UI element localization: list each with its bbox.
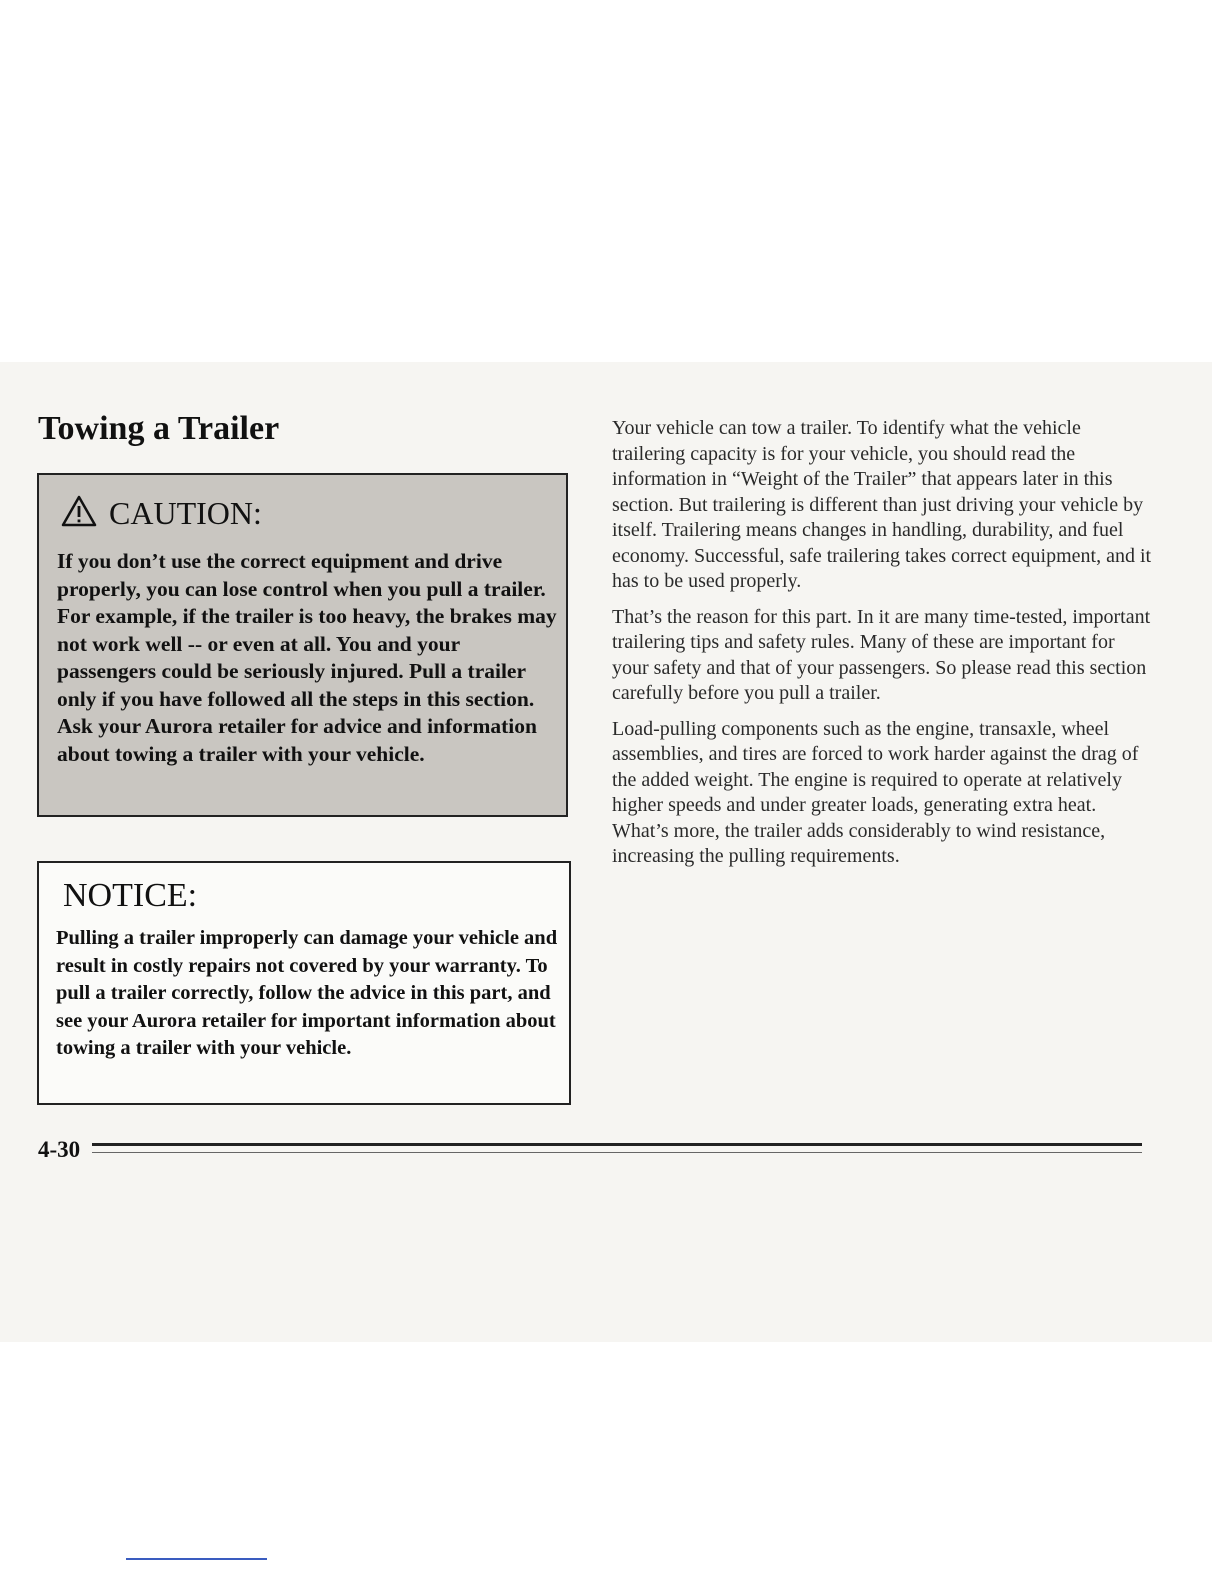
body-column — [612, 416, 1152, 880]
caution-label: CAUTION: — [109, 495, 262, 531]
caution-box — [37, 473, 568, 817]
page-number: 4-30 — [38, 1137, 81, 1162]
footer-rule-thin — [92, 1152, 1142, 1153]
body-paragraph: That’s the reason for this part. In it are many time-tested, important trailering tips and safety rules. Many of these are important for your safety and that of your passengers. So please read this section carefully before you pull a trailer. — [612, 605, 1151, 704]
notice-heading: NOTICE: — [63, 877, 198, 914]
footer-rule — [92, 1143, 1142, 1146]
caution-heading — [61, 495, 262, 532]
warning-triangle-icon — [61, 495, 97, 532]
bottom-mark — [126, 1558, 267, 1560]
section-title: Towing a Trailer — [38, 410, 280, 447]
body-paragraph: Your vehicle can tow a trailer. To identify what the vehicle trailering capacity is for your vehicle, you should read the information in “Weight of the Trailer” that appears later in this section. But trailering is different than just driving your vehicle by itself. Trailering means changes in handling, durability, and fuel economy. Successful, safe trailering takes correct equipment, and it has to be used properly. — [612, 417, 1152, 592]
notice-box — [37, 861, 571, 1105]
notice-text: Pulling a trailer improperly can damage your vehicle and result in costly repairs not covered by your warranty. To pull a trailer correctly, follow the advice in this part, and see your Aurora retailer for important information about towing a trailer with your vehicle. — [56, 927, 558, 1059]
body-paragraph: Load-pulling components such as the engine, transaxle, wheel assemblies, and tires are forced to work harder against the drag of the added weight. The engine is required to operate at relatively higher speeds and under greater loads, generating extra heat. What’s more, the trailer adds considerably to wind resistance, increasing the pulling requirements. — [612, 717, 1139, 867]
caution-text: If you don’t use the correct equipment and drive properly, you can lose control when you pull a trailer. For example, if the trailer is too heavy, the brakes may not work well -- or even at all. You and your passengers could be seriously injured. Pull a trailer only if you have followed all the steps in this section. Ask your Aurora retailer for advice and information about towing a trailer with your vehicle. — [57, 549, 557, 766]
